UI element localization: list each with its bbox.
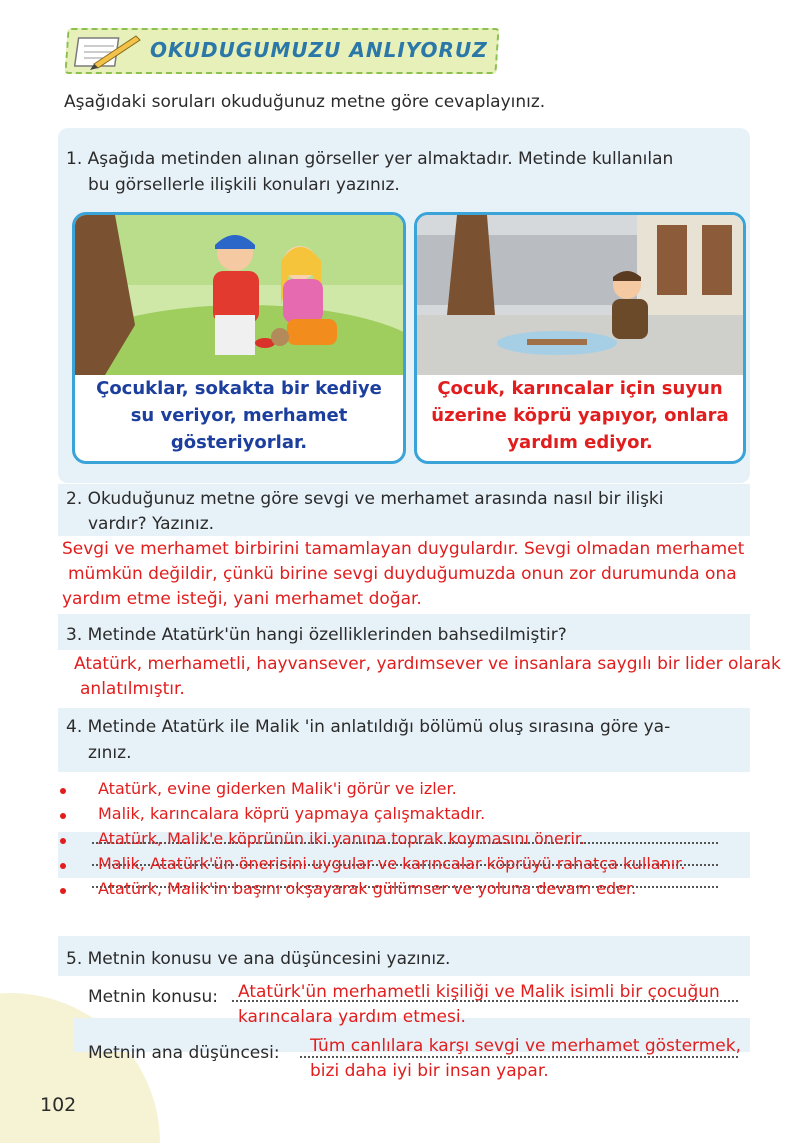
bullet-icon bbox=[60, 863, 66, 869]
bridge-caption bbox=[417, 375, 743, 456]
page-number: 102 bbox=[40, 1094, 77, 1116]
bridge-caption-line-2: üzerine köprü yapıyor, onlara bbox=[431, 405, 729, 426]
question-4-line-1: 4. Metinde Atatürk ile Malik 'in anlatıldığı bölümü oluş sırasına göre ya- bbox=[66, 717, 671, 737]
main-idea-answer bbox=[310, 1034, 741, 1084]
question-3-line-1: 3. Metinde Atatürk'ün hangi özelliklerinden bahsedilmiştir? bbox=[66, 625, 567, 645]
section-title: OKUDUGUMUZU ANLIYORUZ bbox=[150, 38, 488, 62]
bullet-icon bbox=[60, 888, 66, 894]
question-2-line-1: 2. Okuduğunuz metne göre sevgi ve merhamet arasında nasıl bir ilişki bbox=[66, 489, 664, 509]
image-card-bridge bbox=[414, 212, 746, 464]
topic-answer-line-2: karıncalara yardım etmesi. bbox=[238, 1007, 466, 1027]
main-idea-label: Metnin ana düşüncesi: bbox=[88, 1043, 280, 1063]
question-2-answer bbox=[62, 537, 744, 612]
boy-bridge-illustration bbox=[417, 215, 746, 375]
image-card-cat bbox=[72, 212, 406, 464]
cat-caption bbox=[75, 375, 403, 456]
cat-caption-line-3: gösteriyorlar. bbox=[170, 432, 308, 453]
bridge-caption-line-1: Çocuk, karıncalar için suyun bbox=[437, 378, 723, 399]
notebook-pencil-icon bbox=[74, 28, 146, 70]
list-item-text: Malik, Atatürk'ün önerisini uygular ve karıncalar köprüyü rahatça kullanır. bbox=[98, 854, 686, 873]
instruction-text: Aşağıdaki soruları okuduğunuz metne göre cevaplayınız. bbox=[64, 92, 546, 112]
cat-caption-line-1: Çocuklar, sokakta bir kediye bbox=[96, 378, 382, 399]
bullet-icon bbox=[60, 813, 66, 819]
main-idea-answer-line-2: bizi daha iyi bir insan yapar. bbox=[310, 1061, 549, 1081]
bullet-icon bbox=[60, 838, 66, 844]
corner-decoration bbox=[0, 993, 160, 1143]
list-item-text: Atatürk, Malik'in başını okşayarak gülümser ve yoluna devam eder. bbox=[98, 879, 637, 898]
children-cat-illustration bbox=[75, 215, 406, 375]
question-3-answer-line-2: anlatılmıştır. bbox=[80, 679, 185, 699]
question-1-line-1: 1. Aşağıda metinden alınan görseller yer almaktadır. Metinde kullanılan bbox=[66, 149, 674, 169]
question-3-answer-line-1: Atatürk, merhametli, hayvansever, yardımsever ve insanlara saygılı bir lider olarak bbox=[74, 654, 781, 674]
question-1-line-2: bu görsellerle ilişkili konuları yazınız. bbox=[88, 175, 400, 195]
question-2-answer-line-1: Sevgi ve merhamet birbirini tamamlayan duygulardır. Sevgi olmadan merhamet bbox=[62, 539, 745, 559]
main-idea-answer-line-1: Tüm canlılara karşı sevgi ve merhamet göstermek, bbox=[310, 1036, 742, 1056]
cat-caption-line-2: su veriyor, merhamet bbox=[130, 405, 348, 426]
question-2-answer-line-2: mümkün değildir, çünkü birine sevgi duyduğumuzda onun zor durumunda ona bbox=[68, 564, 737, 584]
question-4-line-2: zınız. bbox=[88, 743, 132, 763]
list-item-text: Malik, karıncalara köprü yapmaya çalışmaktadır. bbox=[98, 804, 486, 823]
question-3-answer bbox=[74, 652, 781, 702]
topic-label: Metnin konusu: bbox=[88, 987, 219, 1007]
question-2-line-2: vardır? Yazınız. bbox=[88, 514, 215, 534]
bullet-icon bbox=[60, 788, 66, 794]
list-item-text: Atatürk, evine giderken Malik'i görür ve izler. bbox=[98, 779, 457, 798]
bridge-caption-line-3: yardım ediyor. bbox=[507, 432, 653, 453]
question-5-line-1: 5. Metnin konusu ve ana düşüncesini yazınız. bbox=[66, 949, 451, 969]
topic-answer-line-1: Atatürk'ün merhametli kişiliği ve Malik isimli bir çocuğun bbox=[238, 982, 720, 1002]
question-2-answer-line-3: yardım etme isteği, yani merhamet doğar. bbox=[62, 589, 422, 609]
list-item-text: Atatürk, Malik'e köprünün iki yanına toprak koymasını önerir. bbox=[98, 829, 586, 848]
topic-answer bbox=[238, 980, 720, 1030]
